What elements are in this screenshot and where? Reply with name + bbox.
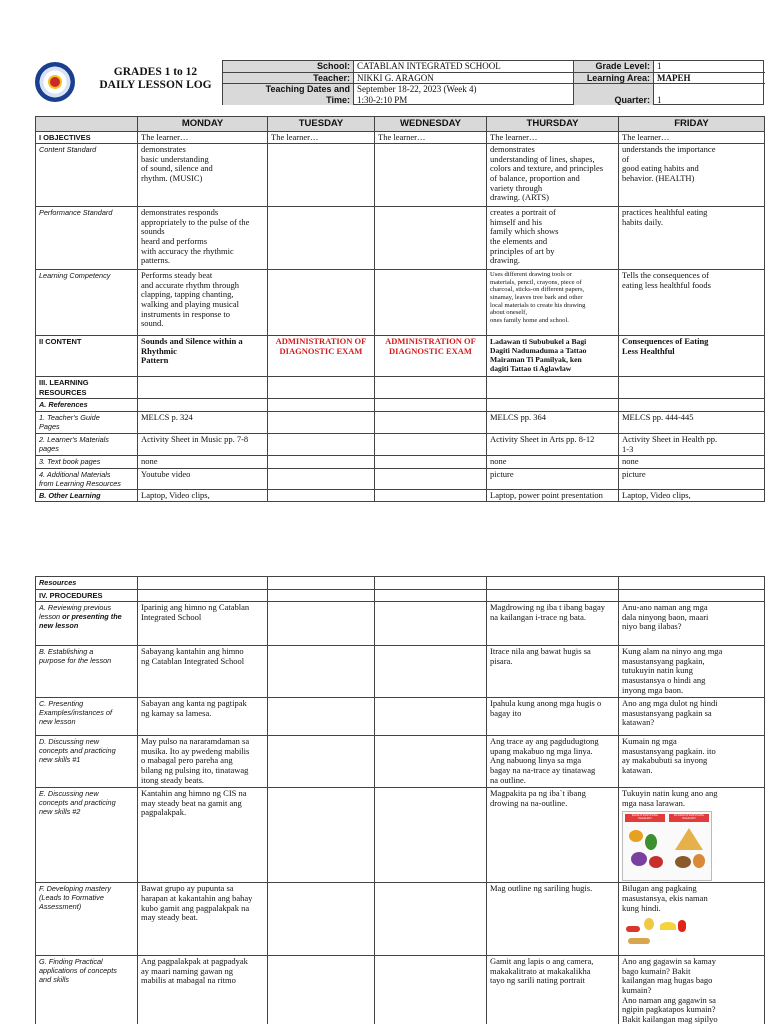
proc-e-label: E. Discussing new concepts and practicing new skills #2	[36, 788, 138, 883]
tb-pages-mon: none	[138, 456, 268, 469]
objectives-thu: The learner…	[487, 131, 619, 144]
proc-d-fri: Kumain ng mga masustansyang pagkain. ito ay makabubuti sa inyong katawan.	[619, 736, 765, 788]
bread-icon	[628, 938, 650, 944]
day-tuesday: TUESDAY	[268, 117, 375, 132]
objectives-tue: The learner…	[268, 131, 375, 144]
proc-b-thu: Itrace nila ang bawat hugis sa pisara.	[487, 646, 619, 698]
healthy-food-tag: MASUSTANSYANG PAGKAIN	[625, 814, 665, 822]
proc-a-label-text: A. Reviewing previous lesson	[39, 603, 112, 622]
proc-d-label: D. Discussing new concepts and practicing new skills #1	[36, 736, 138, 788]
proc-c-mon: Sabayan ang kanta ng pagtipak ng kamay sa lamesa.	[138, 698, 268, 736]
lm-pages-thu: Activity Sheet in Arts pp. 8-12	[487, 433, 619, 455]
proc-b-fri: Kung alam na ninyo ang mga masustansyang pagkain, tutukuyin natin kung masustansya o hindi ang inyong mga baon.	[619, 646, 765, 698]
header-info-grid	[222, 60, 764, 105]
other-resources-mon: Laptop, Video clips,	[138, 489, 268, 502]
lesson-table-part2	[35, 576, 765, 1024]
content-label: II CONTENT	[36, 336, 138, 377]
content-standard-fri: understands the importance of good eating habits and behavior. (HEALTH)	[619, 144, 765, 207]
performance-standard-mon: demonstrates responds appropriately to the pulse of the sounds heard and performs with accuracy the rhythmic patterns.	[138, 207, 268, 270]
tb-pages-fri: none	[619, 456, 765, 469]
learning-competency-thu: Uses different drawing tools or materials, pencil, crayons, piece of charcoal, sticks-on different papers, sinamay, leaves tree bark and other local materials to create his drawing about oneself, ones family home and school.	[487, 270, 619, 336]
proc-g-fri: Ano ang gagawin sa kamay bago kumain? Bakit kailangan mag hugas bago kumain? Ano naman ang gagawin sa ngipin pagkatapos kumain? Bakit kailangan mag sipilyo	[619, 956, 765, 1024]
egg-icon	[644, 918, 654, 930]
day-monday: MONDAY	[138, 117, 268, 132]
proc-e-fri	[619, 788, 765, 883]
proc-g-label: G. Finding Practical applications of concepts and skills	[36, 956, 138, 1024]
tg-pages-mon: MELCS p. 324	[138, 411, 268, 433]
add-materials-fri: picture	[619, 468, 765, 489]
proc-c-label: C. Presenting Examples/instances of new lesson	[36, 698, 138, 736]
performance-standard-tue	[268, 207, 375, 270]
learning-competency-label: Learning Competency	[36, 270, 138, 336]
proc-e-thu: Magpakita pa ng iba`t ibang drowing na na-outline.	[487, 788, 619, 883]
proc-g-mon: Ang pagpalakpak at pagpadyak ay maari naming gawan ng mabilis at mabagal na ritmo	[138, 956, 268, 1024]
area-value: MAPEH	[653, 72, 765, 83]
fries-icon	[693, 854, 705, 868]
page-gap	[0, 520, 768, 573]
proc-a-label	[36, 602, 138, 646]
references-label: A. References	[36, 399, 138, 412]
content-standard-thu: demonstrates understanding of lines, shapes, colors and texture, and principles of balance, proportion and variety through drawing. (ARTS)	[487, 144, 619, 207]
performance-standard-label: Performance Standard	[36, 207, 138, 270]
quarter-value: 1	[653, 83, 765, 105]
resources-cont-label: Resources	[36, 577, 138, 590]
learning-competency-fri: Tells the consequences of eating less healthful foods	[619, 270, 765, 336]
hotdog-icon	[626, 926, 640, 932]
performance-standard-thu: creates a portrait of himself and his family which shows the elements and principles of art by drawing.	[487, 207, 619, 270]
learning-competency-wed	[375, 270, 487, 336]
title-grades: GRADES 1 to 12	[113, 66, 198, 78]
grade-value: 1	[653, 61, 765, 72]
add-materials-thu: picture	[487, 468, 619, 489]
performance-standard-wed	[375, 207, 487, 270]
add-materials-label: 4. Additional Materials from Learning Resources	[36, 468, 138, 489]
vegetable-icon	[645, 834, 657, 850]
content-standard-wed	[375, 144, 487, 207]
day-thursday: THURSDAY	[487, 117, 619, 132]
proc-b-mon: Sabayang kantahin ang himno ng Catablan Integrated School	[138, 646, 268, 698]
burger-icon	[675, 856, 691, 868]
proc-g-thu: Gamit ang lapis o ang camera, makakalitrato at makakalikha tayo ng sarili nating portrait	[487, 956, 619, 1024]
procedures-label: IV. PROCEDURES	[36, 589, 138, 602]
food-chart-image	[622, 811, 712, 881]
lm-pages-mon: Activity Sheet in Music pp. 7-8	[138, 433, 268, 455]
food-items-image	[622, 916, 692, 954]
proc-c-thu: Ipahula kung anong mga hugis o bagay ito	[487, 698, 619, 736]
other-resources-fri: Laptop, Video clips,	[619, 489, 765, 502]
objectives-fri: The learner…	[619, 131, 765, 144]
proc-d-mon: May pulso na nararamdaman sa musika. Ito ay pwedeng mabilis o mabagal pero pareha ang bilang ng pulsing ito, tinatawag itong steady beats.	[138, 736, 268, 788]
tg-pages-thu: MELCS pp. 364	[487, 411, 619, 433]
objectives-wed: The learner…	[375, 131, 487, 144]
quarter-label: Quarter:	[573, 83, 653, 105]
objectives-mon: The learner…	[138, 131, 268, 144]
pizza-icon	[675, 828, 703, 850]
proc-a-label-bold: or presenting the new lesson	[39, 612, 122, 631]
content-standard-label: Content Standard	[36, 144, 138, 207]
tg-pages-label: 1. Teacher's Guide Pages	[36, 411, 138, 433]
day-wednesday: WEDNESDAY	[375, 117, 487, 132]
dates-value: September 18-22, 2023 (Week 4)	[353, 83, 573, 95]
proc-a-fri: Anu-ano naman ang mga dala ninyong baon, maari niyo bang ilabas?	[619, 602, 765, 646]
content-fri: Consequences of Eating Less Healthful	[619, 336, 765, 377]
tg-pages-fri: MELCS pp. 444-445	[619, 411, 765, 433]
time-label: Time:	[223, 95, 353, 105]
fruit-icon	[629, 830, 643, 842]
content-wed: ADMINISTRATION OF DIAGNOSTIC EXAM	[375, 336, 487, 377]
page-2	[0, 573, 768, 1024]
learning-competency-mon: Performs steady beat and accurate rhythm through clapping, tapping chanting, walking and playing musical instruments in response to sound.	[138, 270, 268, 336]
performance-standard-fri: practices healthful eating habits daily.	[619, 207, 765, 270]
proc-c-fri: Ano ang mga dulot ng hindi masustansyang pagkain sa katawan?	[619, 698, 765, 736]
content-tue: ADMINISTRATION OF DIAGNOSTIC EXAM	[268, 336, 375, 377]
learning-competency-tue	[268, 270, 375, 336]
proc-f-thu: Mag outline ng sariling hugis.	[487, 883, 619, 956]
grade-label: Grade Level:	[573, 61, 653, 72]
add-materials-mon: Youtube video	[138, 468, 268, 489]
proc-e-mon: Kantahin ang himno ng CIS na may steady beat na gamit ang pagpalakpak.	[138, 788, 268, 883]
teacher-value: NIKKI G. ARAGON	[353, 72, 573, 83]
proc-b-label: B. Establishing a purpose for the lesson	[36, 646, 138, 698]
lm-pages-fri: Activity Sheet in Health pp. 1-3	[619, 433, 765, 455]
proc-f-mon: Bawat grupo ay pupunta sa harapan at kakantahin ang bahay kubo gamit ang pagpalakpak na may steady beat.	[138, 883, 268, 956]
proc-e-fri-text: Tukuyin natin kung ano ang mga nasa larawan.	[622, 788, 718, 808]
other-resources-thu: Laptop, power point presentation	[487, 489, 619, 502]
apple-icon	[649, 856, 663, 868]
dates-label: Teaching Dates and	[223, 83, 353, 95]
lesson-log-header	[35, 60, 764, 105]
tb-pages-thu: none	[487, 456, 619, 469]
proc-d-thu: Ang trace ay ang pagdudugtong upang makabuo ng mga linya. Ang nabuong linya sa mga bagay na na-trace ay tinatawag na outline.	[487, 736, 619, 788]
unhealthy-food-tag: DI-MASUSTANSYANG PAGKAIN	[669, 814, 709, 822]
area-label: Learning Area:	[573, 72, 653, 83]
teacher-label: Teacher:	[223, 72, 353, 83]
content-standard-tue	[268, 144, 375, 207]
title-log: DAILY LESSON LOG	[99, 79, 212, 91]
objectives-label: I OBJECTIVES	[36, 131, 138, 144]
eggplant-icon	[631, 852, 647, 866]
proc-f-fri	[619, 883, 765, 956]
proc-f-fri-text: Bilugan ang pagkaing masustansya, ekis naman kung hindi.	[622, 883, 708, 913]
time-value: 1:30-2:10 PM	[353, 95, 573, 105]
proc-a-thu: Magdrowing ng iba t ibang bagay na kailangan i-trace ng bata.	[487, 602, 619, 646]
content-thu: Ladawan ti Sububukel a Bagi Dagiti Nadumaduma a Tattao Mairaman Ti Pamilyak, ken dagiti Tattao ti Aglawlaw	[487, 336, 619, 377]
deped-seal-icon	[35, 62, 75, 102]
tb-pages-label: 3. Text book pages	[36, 456, 138, 469]
day-friday: FRIDAY	[619, 117, 765, 132]
log-title	[83, 66, 228, 92]
content-mon: Sounds and Silence within a Rhythmic Pattern	[138, 336, 268, 377]
content-standard-mon: demonstrates basic understanding of sound, silence and rhythm. (MUSIC)	[138, 144, 268, 207]
proc-a-mon: Iparinig ang himno ng Catablan Integrated School	[138, 602, 268, 646]
lm-pages-label: 2. Learner's Materials pages	[36, 433, 138, 455]
school-value: CATABLAN INTEGRATED SCHOOL	[353, 61, 573, 72]
lesson-table-part1	[35, 116, 765, 502]
other-resources-label: B. Other Learning	[36, 489, 138, 502]
proc-f-label: F. Developing mastery (Leads to Formative Assessment)	[36, 883, 138, 956]
banana-icon	[660, 922, 676, 930]
corner-cell	[36, 117, 138, 132]
drink-icon	[678, 920, 686, 932]
resources-label: III. LEARNING RESOURCES	[36, 377, 138, 399]
school-label: School:	[223, 61, 353, 72]
